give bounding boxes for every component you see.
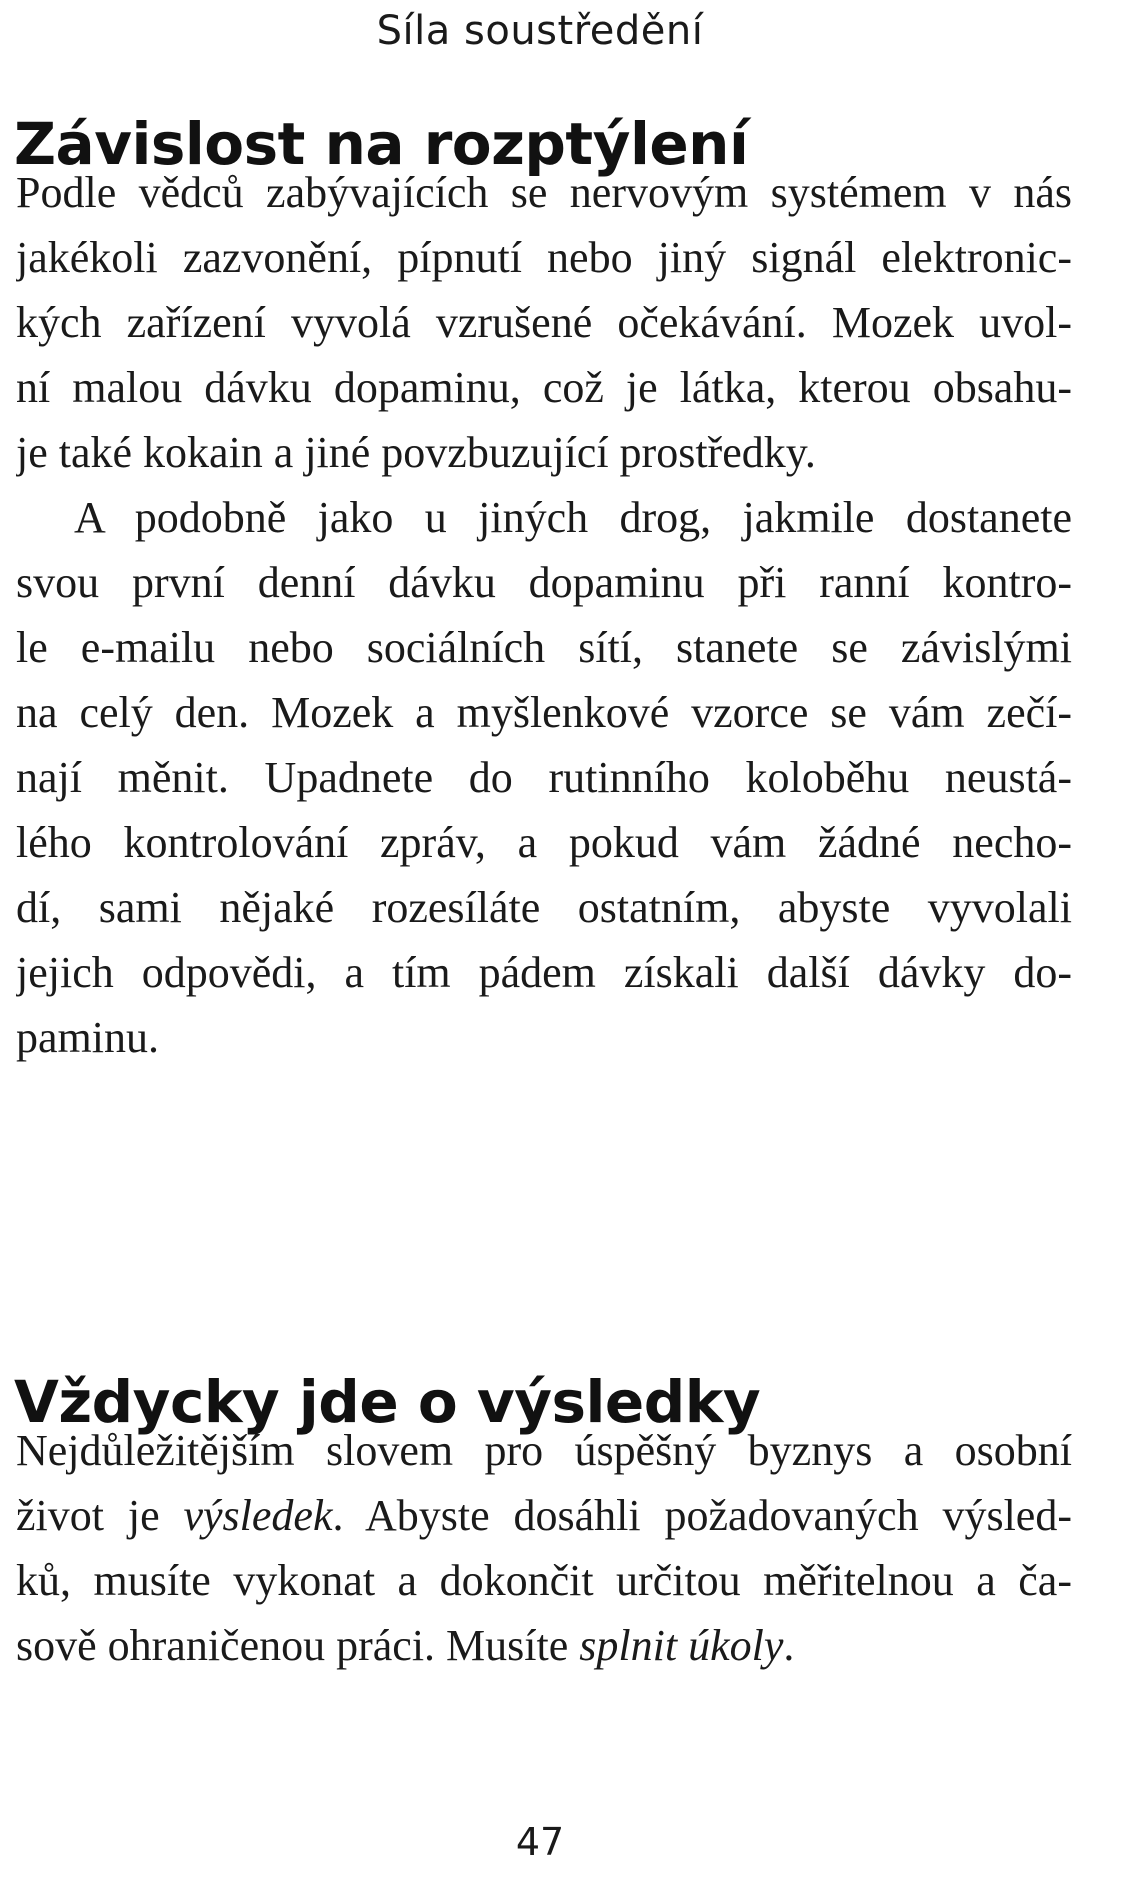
body-text-line: le e-mailu nebo sociálních sítí, stanete se závislými xyxy=(16,623,1072,672)
body-text-line: A podobně jako u jiných drog, jakmile dostanete xyxy=(74,493,1072,542)
body-text-line: ní malou dávku dopaminu, což je látka, kterou obsahu- xyxy=(16,363,1072,412)
running-header: Síla soustředění xyxy=(376,8,704,54)
section-heading: Vždycky jde o výsledky xyxy=(14,1368,761,1436)
body-text-line: svou první denní dávku dopaminu při ranní kontro- xyxy=(16,558,1072,607)
body-text-span: . xyxy=(783,1621,795,1670)
page-number: 47 xyxy=(515,1820,565,1864)
body-text-line: Podle vědců zabývajících se nervovým systémem v nás xyxy=(16,168,1072,217)
body-text-line: Nejdůležitějším slovem pro úspěšný byznys a osobní xyxy=(16,1426,1072,1475)
body-text-line: jejich odpovědi, a tím pádem získali další dávky do- xyxy=(16,948,1072,997)
body-text-span: život je xyxy=(16,1491,184,1540)
emphasized-text: výsledek xyxy=(183,1491,333,1540)
body-text-line: jakékoli zazvonění, pípnutí nebo jiný signál elektronic- xyxy=(16,233,1072,282)
body-text-line: nají měnit. Upadnete do rutinního koloběhu neustá- xyxy=(16,753,1072,802)
body-text-span: sově ohraničenou práci. Musíte xyxy=(16,1621,580,1670)
body-text-line: ků, musíte vykonat a dokončit určitou měřitelnou a ča- xyxy=(16,1556,1072,1605)
body-text-line xyxy=(16,1607,1072,1685)
body-text-line: na celý den. Mozek a myšlenkové vzorce se vám zečí- xyxy=(16,688,1072,737)
body-text-line: paminu. xyxy=(16,1013,159,1062)
emphasized-text: splnit úkoly xyxy=(579,1621,784,1670)
body-text-line: dí, sami nějaké rozesíláte ostatním, abyste vyvolali xyxy=(16,883,1072,932)
body-text-line: kých zařízení vyvolá vzrušené očekávání. Mozek uvol- xyxy=(16,298,1072,347)
section-heading: Závislost na rozptýlení xyxy=(14,110,749,178)
body-text-span: . Abyste dosáhli požadovaných výsled- xyxy=(332,1491,1072,1540)
body-text-line: je také kokain a jiné povzbuzující prostředky. xyxy=(16,428,816,477)
body-text-line: lého kontrolování zpráv, a pokud vám žádné necho- xyxy=(16,818,1072,867)
